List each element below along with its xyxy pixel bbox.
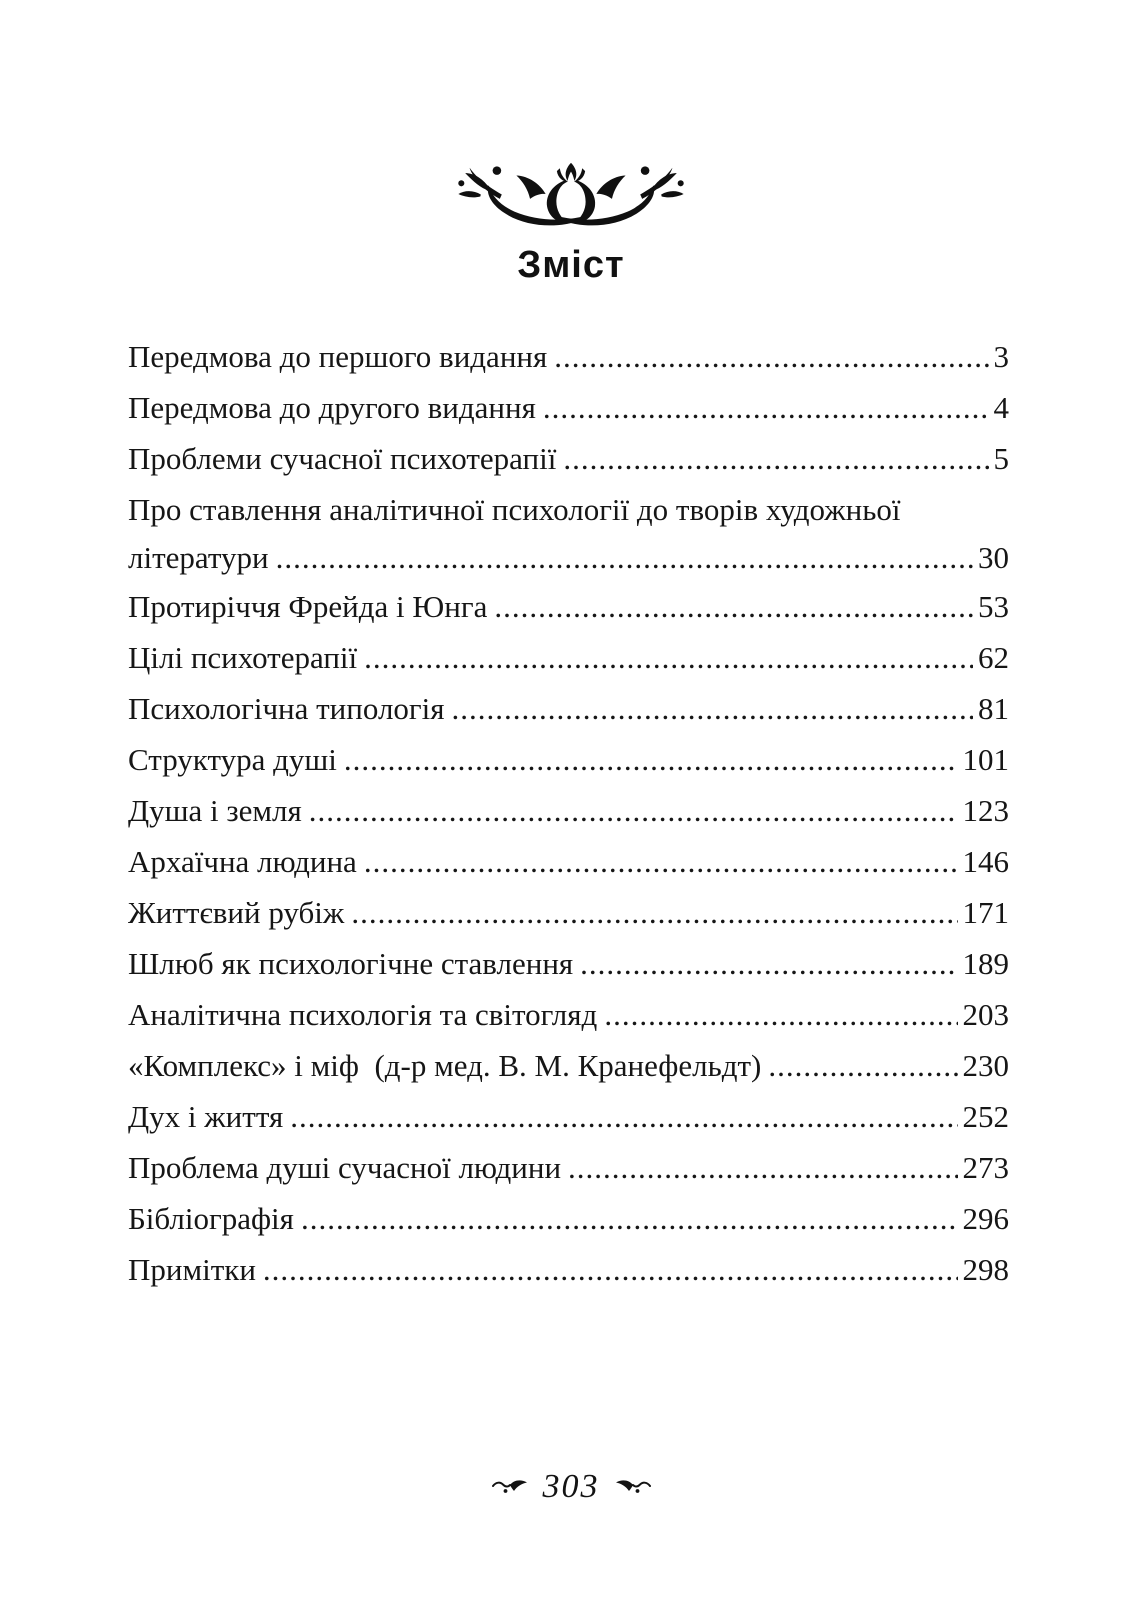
toc-entry-page: 230 [962, 1048, 1009, 1083]
toc-entry-title: Шлюб як психологічне ставлення [128, 946, 574, 981]
dot-leader [494, 581, 973, 632]
toc-entry-page: 30 [978, 540, 1009, 575]
page-title: Зміст [517, 244, 625, 286]
toc-entry-page: 4 [993, 390, 1009, 425]
toc-entry-title: «Комплекс» і міф (д-р мед. В. М. Кранефельдт) [128, 1048, 762, 1083]
dot-leader [309, 785, 958, 836]
dot-leader [301, 1193, 958, 1244]
toc-entry-page: 171 [962, 895, 1009, 930]
toc-entry-title: Психологічна типологія [128, 691, 445, 726]
dot-leader [580, 938, 957, 989]
toc-entry-title: Проблеми сучасної психотерапії [128, 441, 557, 476]
toc-entry-title: Примітки [128, 1252, 256, 1287]
toc-entry [128, 785, 1009, 836]
toc-entry-page: 203 [962, 997, 1009, 1032]
dot-leader [543, 382, 989, 433]
toc-entry-page: 273 [962, 1150, 1009, 1185]
dot-leader [568, 1142, 957, 1193]
dot-leader [563, 433, 988, 484]
toc-entry-title: Душа і земля [128, 793, 302, 828]
toc-entry-title: Проблема душі сучасної людини [128, 1150, 562, 1185]
dot-leader [604, 989, 957, 1040]
page-footer [0, 1468, 1142, 1506]
dot-leader [263, 1244, 958, 1295]
table-of-contents [128, 331, 1009, 1295]
toc-entry [128, 734, 1009, 785]
toc-entry-page: 5 [993, 441, 1009, 476]
toc-entry [128, 938, 1009, 989]
toc-entry [128, 331, 1009, 382]
toc-entry [128, 1091, 1009, 1142]
toc-entry [128, 836, 1009, 887]
dot-leader [364, 632, 973, 683]
toc-entry [128, 1142, 1009, 1193]
toc-entry [128, 1193, 1009, 1244]
toc-entry-page: 146 [962, 844, 1009, 879]
toc-entry-title: Структура душі [128, 742, 337, 777]
dot-leader [364, 836, 958, 887]
leaf-flourish-left-icon [492, 1477, 530, 1497]
toc-entry [128, 581, 1009, 632]
toc-entry-title: Архаїчна людина [128, 844, 357, 879]
dot-leader [768, 1040, 957, 1091]
dot-leader [344, 734, 958, 785]
page-number: 303 [542, 1468, 600, 1505]
toc-entry-page: 3 [993, 339, 1009, 374]
toc-entry-page: 298 [962, 1252, 1009, 1287]
toc-entry-title: Протиріччя Фрейда і Юнга [128, 589, 488, 624]
toc-entry [128, 1244, 1009, 1295]
toc-entry [128, 1040, 1009, 1091]
toc-entry-page: 252 [962, 1099, 1009, 1134]
toc-entry-title: Передмова до другого видання [128, 390, 536, 425]
toc-entry [128, 433, 1009, 484]
toc-entry-title: Передмова до першого видання [128, 339, 548, 374]
dot-leader [554, 331, 988, 382]
toc-entry [128, 887, 1009, 938]
dot-leader [290, 1091, 957, 1142]
dot-leader [276, 535, 973, 581]
toc-entry-page: 81 [978, 691, 1009, 726]
toc-entry [128, 683, 1009, 734]
toc-entry-page: 62 [978, 640, 1009, 675]
toc-entry-page: 189 [962, 946, 1009, 981]
toc-entry-title: Дух і життя [128, 1099, 284, 1134]
toc-entry-title: літератури [128, 540, 269, 575]
toc-entry-title: Аналітична психологія та світогляд [128, 997, 598, 1032]
toc-entry-page: 123 [962, 793, 1009, 828]
toc-entry [128, 484, 1009, 535]
toc-entry [128, 632, 1009, 683]
toc-entry-title: Цілі психотерапії [128, 640, 358, 675]
toc-entry-page: 53 [978, 589, 1009, 624]
toc-entry-page: 296 [962, 1201, 1009, 1236]
toc-entry [128, 382, 1009, 433]
toc-entry-page: 101 [962, 742, 1009, 777]
dot-leader [452, 683, 973, 734]
toc-entry-title: Про ставлення аналітичної психології до творів художньої [128, 492, 901, 527]
toc-entry-title: Бібліографія [128, 1201, 294, 1236]
toc-entry [128, 989, 1009, 1040]
toc-entry-continuation [128, 535, 1009, 581]
leaf-flourish-right-icon [613, 1477, 651, 1497]
dot-leader [351, 887, 957, 938]
toc-entry-title: Життєвий рубіж [128, 895, 345, 930]
floral-flourish-icon [454, 158, 688, 232]
